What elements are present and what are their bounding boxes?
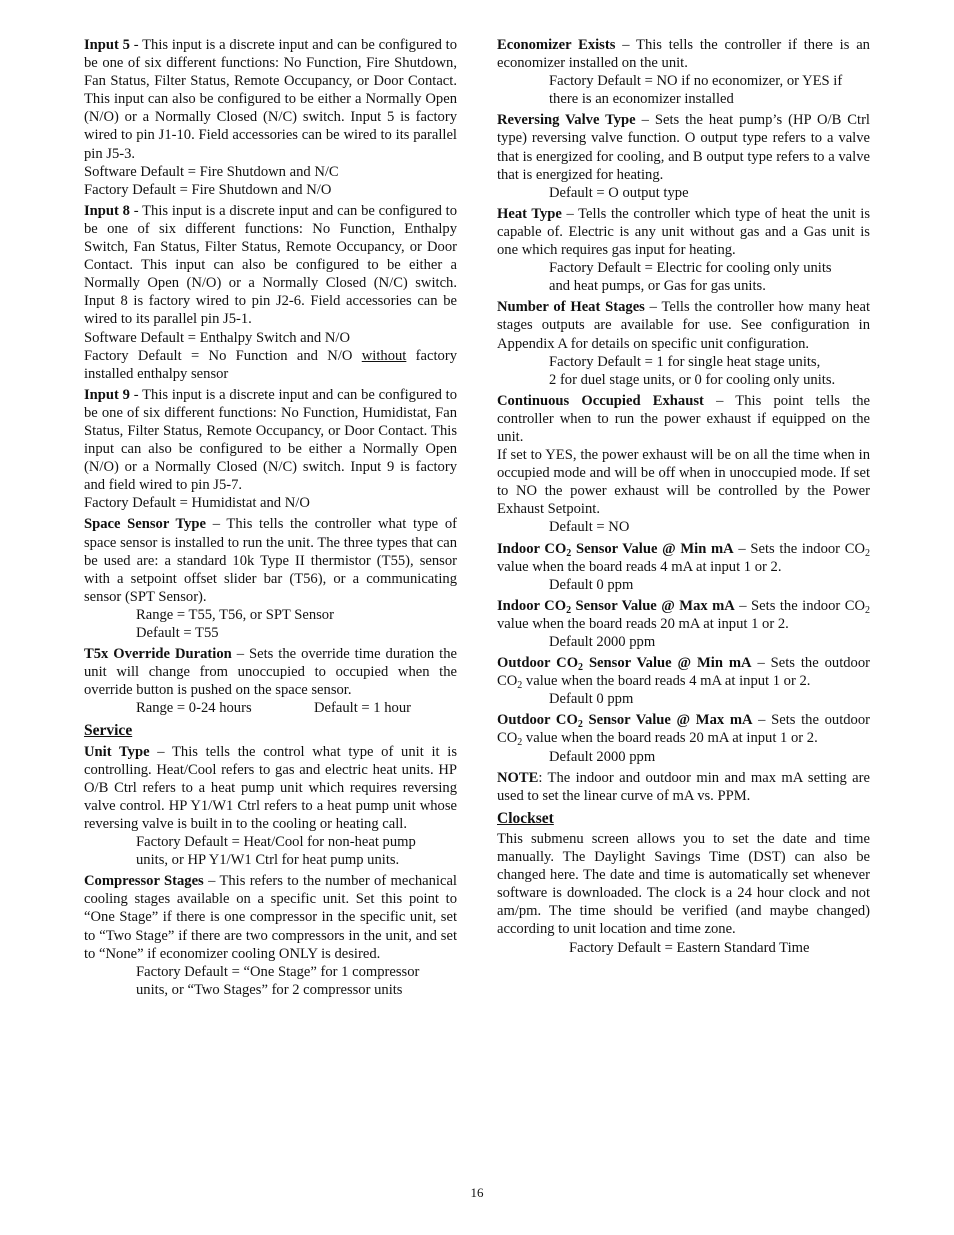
outdoor-min-paragraph (497, 654, 870, 690)
indoor-max-label-b: Sensor Value @ Max mA (571, 597, 735, 614)
input5-paragraph (84, 36, 457, 163)
exhaust-text-2: If set to YES, the power exhaust will be on all the time when in occupied mode and will be off when in unoccupied mode. If set to NO the power exhaust will be controlled by the Power Exhaust Setpoint. (497, 447, 870, 518)
indoor-min-text-b: value when the board reads 4 mA at input 1 or 2. (497, 558, 782, 575)
space-sensor-text: – This tells the controller what type of space sensor is installed to run the unit. The three types that can be used are: a standard 10k Type II thermistor (T55), sensor with a setpoint offset slider bar (T56), or a communicating sensor (SPT Sensor). (84, 516, 457, 605)
t5x-text: – Sets the override time duration the unit will change from unoccupied to occupied when the override button is pushed on the space sensor. (84, 646, 457, 699)
input5-factory-default: Factory Default = Fire Shutdown and N/O (84, 181, 332, 198)
exhaust-text: – This point tells the controller when to run the power exhaust if equipped on the unit. (497, 392, 870, 445)
input8-factory-default-text: Factory Default = No Function and N/O (84, 347, 362, 364)
input8-paragraph (84, 202, 457, 329)
compressor-default-2: units, or “Two Stages” for 2 compressor units (136, 981, 403, 998)
outdoor-min-text-b: value when the board reads 4 mA at input 1 or 2. (522, 673, 811, 690)
note-paragraph (497, 769, 870, 805)
indoor-max-label-sub: 2 (566, 604, 572, 616)
t5x-range-default (84, 699, 457, 717)
outdoor-min-label-sub: 2 (578, 662, 584, 674)
economizer-default-1: Factory Default = NO if no economizer, or YES if (549, 73, 843, 90)
reversing-default: Default = O output type (549, 184, 689, 201)
service-heading: Service (84, 722, 133, 740)
economizer-default-2: there is an economizer installed (549, 91, 734, 108)
heat-stages-label: Number of Heat Stages (497, 299, 645, 316)
heat-type-default-2: and heat pumps, or Gas for gas units. (549, 278, 766, 295)
compressor-default-1: Factory Default = “One Stage” for 1 compressor (136, 963, 420, 980)
economizer-text: – This tells the controller if there is an economizer installed on the unit. (497, 37, 870, 72)
t5x-default: Default = 1 hour (314, 700, 411, 717)
economizer-paragraph (497, 36, 870, 72)
outdoor-max-text-b: value when the board reads 20 mA at input 1 or 2. (522, 730, 818, 747)
outdoor-max-label-a: Outdoor CO (497, 712, 578, 729)
input8-text: - This input is a discrete input and can be configured to be one of six different functions: No Function, Enthalpy Switch, Fan Status, Filter Status, Remote Occupancy, or Door Contact. This input can also be configured to be either a Normally Open (N/O) or a Normally Closed (N/C) switch. Input 8 is factory wired to pin J2-6. Field accessories can be wired to its parallel pin J5-1. (84, 202, 457, 328)
unit-type-text: – This tells the control what type of unit it is controlling. Heat/Cool refers to gas and electric heat units. HP O/B Ctrl refers to a heat pump unit which requires reversing valve control. HP Y1/W1 Ctrl refers to a heat pump unit whose reversing valve is built in to the cooling or heating call. (84, 743, 458, 832)
unit-type-default-1: Factory Default = Heat/Cool for non-heat pump (136, 834, 416, 851)
indoor-max-default: Default 2000 ppm (549, 634, 656, 650)
indoor-min-default: Default 0 ppm (549, 576, 634, 593)
outdoor-max-label-sub: 2 (577, 719, 583, 731)
heat-type-paragraph (497, 205, 870, 259)
space-sensor-default: Default = T55 (136, 625, 219, 641)
t5x-range: Range = 0-24 hours (136, 700, 252, 717)
t5x-paragraph (84, 645, 457, 699)
input9-label: Input 9 (84, 386, 130, 403)
outdoor-min-text-a: – Sets the outdoor CO (497, 655, 870, 690)
exhaust-paragraph (497, 392, 870, 446)
input8-factory-default-rest: factory installed enthalpy sensor (84, 347, 457, 382)
space-sensor-label: Space Sensor Type (84, 516, 207, 533)
outdoor-max-label-b: Sensor Value @ Max mA (582, 712, 753, 729)
input5-label: Input 5 (84, 37, 130, 53)
indoor-max-text-a: – Sets the indoor CO (734, 597, 865, 614)
note-text: : The indoor and outdoor min and max mA setting are used to set the linear curve of mA vs. PPM. (497, 769, 870, 804)
heat-stages-default-2: 2 for duel stage units, or 0 for cooling only units. (549, 371, 836, 388)
economizer-label: Economizer Exists (497, 37, 616, 53)
outdoor-max-text-a: – Sets the outdoor CO (497, 712, 870, 747)
input9-factory-default: Factory Default = Humidistat and N/O (84, 495, 310, 512)
outdoor-max-default: Default 2000 ppm (549, 748, 656, 765)
t5x-label: T5x Override Duration (84, 646, 232, 663)
space-sensor-range: Range = T55, T56, or SPT Sensor (136, 606, 334, 623)
input8-without-underlined: without (361, 347, 407, 364)
heat-type-label: Heat Type (497, 205, 562, 222)
indoor-min-label-b: Sensor Value @ Min mA (571, 540, 734, 557)
outdoor-max-paragraph (497, 711, 870, 747)
outdoor-max-label (497, 712, 753, 731)
compressor-paragraph (84, 872, 457, 962)
compressor-text: – This refers to the number of mechanical cooling stages available on a specific unit. Set this point to “One Stage” if there is one compressor in the specific unit, set to “Two Stage” if there are two compressors in the unit, and set to “None” if economizer cooling ONLY is desired. (84, 873, 457, 962)
input8-factory-default (84, 347, 457, 383)
outdoor-min-label-a: Outdoor CO (497, 655, 579, 672)
input9-paragraph (84, 386, 457, 495)
reversing-paragraph (497, 111, 870, 183)
outdoor-min-label (497, 655, 752, 674)
compressor-label: Compressor Stages (84, 873, 204, 890)
note-label: NOTE (497, 769, 539, 786)
outdoor-min-text-sub: 2 (517, 680, 523, 692)
indoor-max-label (497, 598, 735, 614)
indoor-min-paragraph (497, 540, 870, 576)
clockset-text: This submenu screen allows you to set the date and time manually. The Daylight Savings Time (DST) can also be changed here. The date and time is automatically set whenever software is downloaded. The clock is a 24 hour clock and not am/pm. The time should be verified (and maybe changed) according to unit location and time zone. (497, 830, 870, 938)
indoor-min-label (497, 541, 734, 557)
heat-stages-text: – Tells the controller how many heat stages outputs are available for use. See configuration in Appendix A for details on specific unit configuration. (497, 299, 870, 352)
clockset-heading: Clockset (497, 809, 554, 827)
outdoor-min-label-b: Sensor Value @ Min mA (583, 655, 752, 672)
indoor-min-label-sub: 2 (566, 547, 572, 559)
input9-text: - This input is a discrete input and can be configured to be one of six different functions: No Function, Humidistat, Fan Status, Filter Status, Remote Occupancy, or Door Contact. This input can also be configured to be either a Normally Open (N/O) or a Normally Closed (N/C) switch. Input 9 is factory and field wired to pin J5-7. (84, 386, 457, 494)
left-column (84, 36, 457, 999)
outdoor-max-text-sub: 2 (517, 737, 523, 749)
unit-type-default-2: units, or HP Y1/W1 Ctrl for heat pump units. (136, 852, 400, 869)
input8-label: Input 8 (84, 202, 130, 219)
outdoor-min-default: Default 0 ppm (549, 691, 634, 708)
exhaust-default: Default = NO (549, 519, 630, 536)
indoor-max-text-b: value when the board reads 20 mA at input 1 or 2. (497, 615, 789, 632)
input5-text: - This input is a discrete input and can be configured to be one of six different functions: No Function, Fire Shutdown, Fan Status, Filter Status, Remote Occupancy, or Door Contact. This input can also be configured to be either a Normally Open (N/O) or a Normally Closed (N/C) switch. Input 5 is factory wired to pin J1-10. Field accessories can be wired to its parallel pin J5-3. (84, 37, 457, 162)
page-number: 16 (470, 1185, 484, 1200)
right-column (497, 36, 870, 957)
reversing-label: Reversing Valve Type (497, 112, 636, 129)
heat-stages-default-1: Factory Default = 1 for single heat stage units, (549, 353, 821, 370)
heat-type-text: – Tells the controller which type of heat the unit is capable of. Electric is any unit without gas and a Gas unit is one which requires gas input for heating. (497, 205, 870, 259)
clockset-default: Factory Default = Eastern Standard Time (569, 939, 810, 956)
exhaust-label: Continuous Occupied Exhaust (497, 392, 704, 409)
indoor-min-label-a: Indoor CO (497, 540, 567, 557)
indoor-max-text-sub: 2 (864, 604, 870, 616)
indoor-min-text-sub: 2 (865, 547, 870, 559)
indoor-max-paragraph (497, 597, 870, 633)
unit-type-label: Unit Type (84, 743, 150, 760)
heat-type-default-1: Factory Default = Electric for cooling only units (549, 260, 832, 277)
reversing-text: – Sets the heat pump’s (HP O/B Ctrl type) reversing valve function. O output type refers to a valve that is energized for cooling, and B output type refers to a valve that is energized for heating. (497, 112, 870, 183)
heat-stages-paragraph (497, 298, 870, 352)
input5-software-default: Software Default = Fire Shutdown and N/C (84, 163, 339, 180)
input8-software-default: Software Default = Enthalpy Switch and N/O (84, 329, 350, 346)
indoor-max-label-a: Indoor CO (497, 597, 567, 614)
unit-type-paragraph (84, 743, 457, 833)
space-sensor-paragraph (84, 515, 457, 605)
indoor-min-text-a: – Sets the indoor CO (733, 540, 865, 557)
